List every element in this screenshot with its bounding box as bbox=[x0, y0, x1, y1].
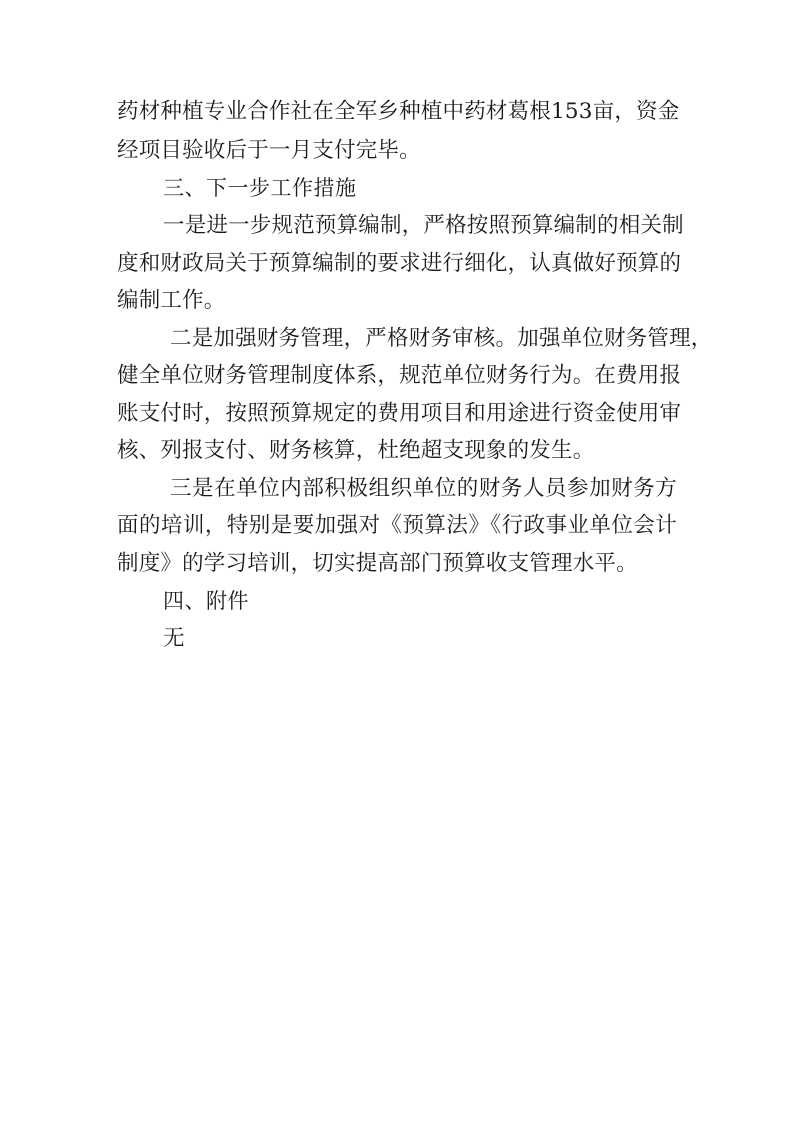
item-1-line-3: 编制工作。 bbox=[117, 288, 226, 313]
item-1-line-1: 一是进一步规范预算编制，严格按照预算编制的相关制 bbox=[163, 213, 684, 238]
item-2-line-3: 账支付时，按照预算规定的费用项目和用途进行资金使用审 bbox=[117, 401, 682, 426]
item-2-line-4: 核、列报支付、财务核算，杜绝超支现象的发生。 bbox=[117, 438, 595, 463]
section-4-content: 无 bbox=[163, 626, 185, 651]
section-3-heading: 三、下一步工作措施 bbox=[163, 176, 357, 200]
item-2-line-2: 健全单位财务管理制度体系，规范单位财务行为。在费用报 bbox=[117, 363, 682, 388]
item-3-line-1: 三是在单位内部积极组织单位的财务人员参加财务方 bbox=[170, 476, 677, 501]
paragraph-carry-over-line-2: 经项目验收后于一月支付完毕。 bbox=[117, 138, 421, 163]
item-3-line-3: 制度》的学习培训，切实提高部门预算收支管理水平。 bbox=[117, 551, 638, 576]
item-2-line-1: 二是加强财务管理，严格财务审核。加强单位财务管理， bbox=[170, 326, 713, 351]
section-4-heading: 四、附件 bbox=[163, 589, 249, 613]
item-1-line-2: 度和财政局关于预算编制的要求进行细化，认真做好预算的 bbox=[117, 251, 682, 276]
item-3-line-2: 面的培训，特别是要加强对《预算法》《行政事业单位会计 bbox=[117, 513, 677, 538]
paragraph-carry-over-line-1: 药材种植专业合作社在全军乡种植中药材葛根153亩，资金 bbox=[117, 99, 680, 124]
